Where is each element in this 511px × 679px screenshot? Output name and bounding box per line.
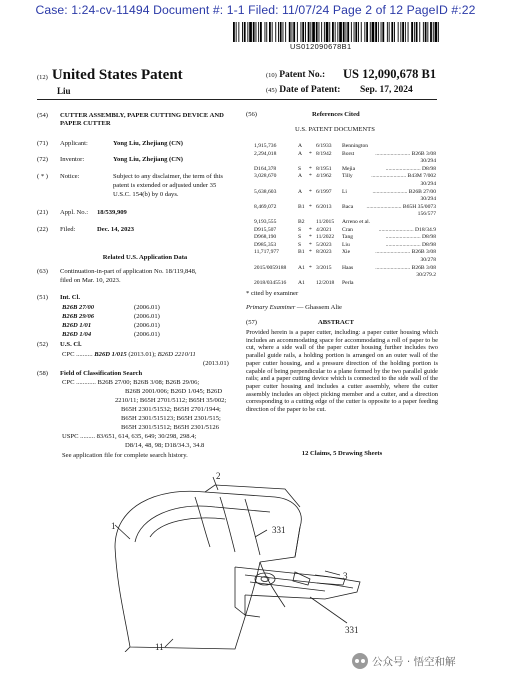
patent-country-heading: [37, 67, 183, 84]
cutter-assembly: [235, 567, 360, 599]
notice-line-1: Subject to any disclaimer, the term of this: [113, 173, 223, 180]
ref-kind: A1: [298, 264, 305, 271]
uscl-cpc-line: CPC .......... B26D 1/015 (2013.01); B26D 2210/11: [62, 351, 196, 358]
ref-date: 11/2015: [316, 219, 335, 225]
filed-label: Filed:: [60, 226, 76, 233]
ref-class: ......................... B43M 7/002: [371, 173, 436, 180]
field-line: B65H 2301/51532; B65H 2701/1944;: [121, 406, 221, 413]
inventor-surname: Liu: [57, 86, 71, 96]
ref-class: ......................... B26B 3/08: [375, 264, 436, 271]
ref-date: 4/2021: [316, 226, 332, 233]
ref-date: 6/1933: [316, 143, 332, 149]
related-data-heading: Related U.S. Application Data: [102, 254, 188, 261]
field-line: B65H 2301/515123; B65H 2301/515;: [121, 415, 221, 422]
ref-kind: B2: [298, 219, 305, 225]
intcl-row: B26D 1/04 (2006.01): [62, 331, 160, 338]
ref-kind: B1: [298, 203, 305, 210]
barcode: [233, 22, 439, 42]
filed-code: (22): [37, 226, 48, 233]
ref-date: 8/1942: [316, 150, 332, 157]
refs-code: (56): [246, 111, 257, 118]
ref-star: *: [309, 165, 312, 172]
appl-label: Appl. No.:: [60, 209, 89, 216]
notice-label: Notice:: [60, 173, 80, 180]
country-title: United States Patent: [51, 67, 183, 83]
ref-star: *: [309, 173, 312, 180]
ref-kind: A1: [298, 279, 305, 286]
ref-kind: B1: [298, 249, 305, 256]
field-line: B26B 2001/006; B26D 1/045; B26D: [125, 388, 223, 395]
ref-class: ......................... B65H 35/0073: [366, 203, 436, 210]
ref-star: *: [309, 226, 312, 233]
ref-name: Liu: [342, 241, 350, 248]
header-divider: [37, 99, 437, 100]
ref-kind: A: [298, 173, 303, 180]
title-code: (54): [37, 112, 48, 119]
ref-kind: S: [298, 165, 302, 172]
country-code: (12): [37, 74, 48, 81]
uscl-code: (52): [37, 341, 48, 348]
field-line: CPC ............ B26B 27/00; B26B 3/08; B26B 29/06;: [62, 379, 200, 386]
ref-number: 8,469,072: [254, 203, 277, 210]
ref-kind: S: [298, 241, 302, 248]
uscl-cpc-year: (2013.01): [203, 360, 229, 367]
ref-star: *: [309, 234, 312, 241]
notice-code: ( * ): [37, 173, 48, 180]
ref-name: Tang: [342, 234, 354, 241]
ref-date: 5/2023: [316, 241, 332, 248]
inventor-value: Yong Liu, Zhejiang (CN): [113, 156, 183, 163]
ref-number: 2,294,018: [254, 150, 277, 157]
patent-date: Sep. 17, 2024: [360, 85, 413, 95]
patent-date-label: (45) Date of Patent:: [266, 85, 341, 95]
field-label: Field of Classification Search: [60, 370, 143, 377]
intcl-row: B26B 27/00 (2006.01): [62, 304, 160, 311]
ref-date: 12/2018: [316, 279, 335, 286]
court-filing-header: Case: 1:24-cv-11494 Document #: 1-1 Filed: 11/07/24 Page 2 of 12 PageID #:22: [35, 3, 476, 17]
abstract-text: Provided herein is a paper cutter, including: a paper cutter housing which includes an accommodating space for accommodating a roll of paper to be cut, where a side wall of the paper cutter housing further includes two parallel guide rails, a holding portion is arranged on an outer wall of the paper cutter housing, and a pressure direction of the holding portion is capable of being perpendicular to a plane formed by the two parallel guide rails; and a paper cutting device which is connected to the side wall of the paper cutter housing and includes a cutter assembly, where the cutter assembly includes an object picking member and a cutter, and a direction corresponding to a cutting edge of the cutter is opposite to a paper feeding direction of the paper to be cut.: [246, 329, 438, 414]
ref-name: Li: [342, 188, 347, 195]
abstract-code: (57): [246, 319, 257, 326]
ref-star: *: [309, 203, 312, 210]
ref-number: 2018/0345516: [254, 279, 287, 286]
ref-name: Cran: [342, 226, 353, 233]
ref-number: 3,028,670: [254, 173, 277, 180]
figure-label: 3: [343, 571, 348, 581]
ref-date: 6/1997: [316, 188, 332, 195]
barcode-number: US012090678B1: [290, 42, 352, 51]
ref-star: *: [309, 188, 312, 195]
intcl-code: (51): [37, 294, 48, 301]
cited-by-examiner: * cited by examiner: [246, 290, 299, 297]
ref-kind: A: [298, 188, 303, 195]
ref-number: D968,190: [254, 234, 277, 241]
patent-drawing: [95, 467, 395, 652]
ref-name: Tilly: [342, 173, 353, 180]
ref-class: ......................... B26B 3/08: [375, 150, 436, 157]
ref-star: *: [309, 249, 312, 256]
patent-number: US 12,090,678 B1: [343, 67, 437, 81]
figure-label: 2: [216, 471, 221, 481]
field-line: USPC ......... 83/651, 614, 635, 649; 30/298, 298.4;: [62, 433, 197, 440]
ref-name: Bennington: [342, 143, 369, 149]
uscl-label: U.S. Cl.: [60, 341, 82, 348]
applicant-code: (71): [37, 140, 48, 147]
ref-name: Xie: [342, 249, 351, 256]
ref-class: ......................... D8/98: [385, 241, 436, 248]
field-line: 2210/11; B65H 2701/5112; B65H 35/002;: [115, 397, 227, 404]
inventor-label: Inventor:: [60, 156, 85, 163]
ref-name: Arreno et al.: [342, 219, 371, 225]
figure-label: 331: [345, 625, 359, 635]
ref-star: *: [309, 241, 312, 248]
ref-name: Perla: [342, 279, 354, 286]
intcl-label: Int. Cl.: [60, 294, 80, 301]
ref-date: 6/2013: [316, 203, 332, 210]
abstract-heading: ABSTRACT: [318, 319, 354, 326]
field-line: D8/14, 48, 98; D18/34.3, 34.8: [125, 442, 205, 449]
continuation-line-1: Continuation-in-part of application No. 18/119,848,: [60, 268, 197, 275]
ref-star: *: [309, 264, 312, 271]
ref-class: ......................... B26B 27/00: [372, 188, 436, 195]
ref-number: 11,717,977: [254, 249, 279, 256]
figure-label: 331: [272, 525, 286, 535]
ref-star: *: [309, 150, 312, 157]
ref-kind: S: [298, 226, 302, 233]
refs-heading: References Cited: [312, 111, 360, 118]
continuation-line-2: filed on Mar. 10, 2023.: [60, 277, 121, 284]
ref-kind: A: [298, 150, 303, 157]
watermark-text: 公众号 · 悟空和解: [372, 655, 456, 668]
ref-name: Mejia: [342, 165, 356, 172]
figure-label: 11: [155, 642, 164, 652]
ref-date: 3/2015: [316, 264, 332, 271]
notice-line-2: patent is extended or adjusted under 35: [113, 182, 217, 189]
ref-date: 8/2023: [316, 249, 332, 256]
patent-number-label: (10) Patent No.:: [266, 70, 326, 80]
ref-class: ......................... D8/98: [385, 165, 436, 172]
appl-number: 18/539,909: [97, 209, 127, 216]
ref-name: Haas: [342, 264, 354, 271]
ref-number: 1,915,736: [254, 143, 277, 149]
ref-date: 8/1951: [316, 165, 332, 172]
ref-name: Baca: [342, 203, 354, 210]
ref-class: ......................... D18/34.9: [378, 226, 436, 233]
field-line: See application file for complete search history.: [62, 452, 188, 459]
applicant-label: Applicant:: [60, 140, 88, 147]
field-line: B65H 2301/51512; B65H 2301/5126: [121, 424, 219, 431]
invention-title: CUTTER ASSEMBLY, PAPER CUTTING DEVICE AND PAPER CUTTER: [60, 112, 224, 128]
intcl-row: B26B 29/06 (2006.01): [62, 313, 160, 320]
refs-subheading: U.S. PATENT DOCUMENTS: [295, 126, 375, 133]
appl-code: (21): [37, 209, 48, 216]
ref-number: 9,193,555: [254, 219, 277, 225]
wechat-icon: [352, 653, 368, 669]
ref-name: Borst: [342, 150, 355, 157]
filed-date: Dec. 14, 2023: [97, 226, 134, 233]
primary-examiner: Primary Examiner — Ghassem Alie: [246, 304, 342, 311]
claims-summary: 12 Claims, 5 Drawing Sheets: [301, 450, 383, 457]
ref-date: 11/2022: [316, 234, 335, 241]
ref-class: ......................... B26B 3/08: [375, 249, 436, 256]
inventor-code: (72): [37, 156, 48, 163]
ref-number: D915,507: [254, 226, 277, 233]
figure-label: 1: [111, 521, 116, 531]
ref-number: 5,638,603: [254, 188, 277, 195]
ref-number: 2015/0059188: [254, 264, 287, 271]
ref-date: 4/1962: [316, 173, 332, 180]
housing-front: [115, 547, 260, 649]
wechat-watermark: [352, 651, 502, 671]
continuation-code: (63): [37, 268, 48, 275]
ref-number: D164,378: [254, 165, 277, 172]
ref-kind: S: [298, 234, 302, 241]
applicant-value: Yong Liu, Zhejiang (CN): [113, 140, 183, 147]
notice-line-3: U.S.C. 154(b) by 0 days.: [113, 191, 179, 198]
ref-number: D985,353: [254, 241, 277, 248]
ref-kind: A: [298, 143, 303, 149]
ref-class: ......................... D8/98: [385, 234, 436, 241]
field-code: (58): [37, 370, 48, 377]
intcl-row: B26D 1/01 (2006.01): [62, 322, 160, 329]
